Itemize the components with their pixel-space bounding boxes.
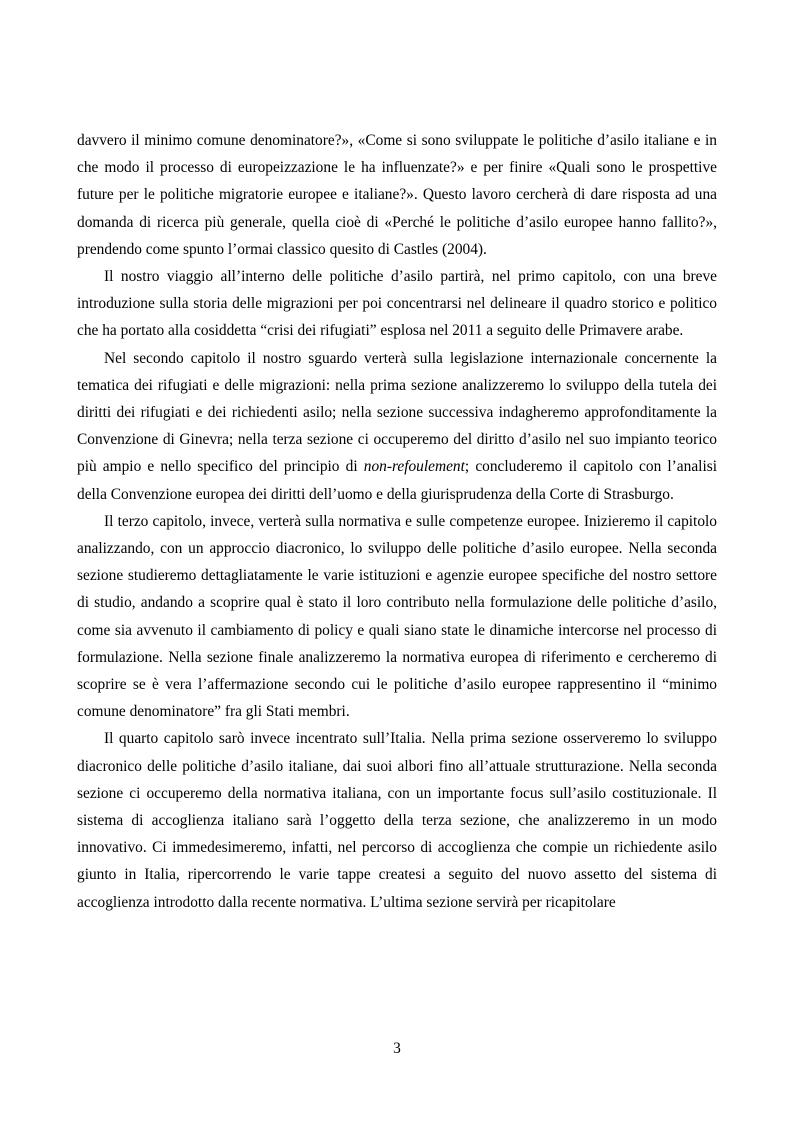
paragraph-3-text-before: Nel secondo capitolo il nostro sguardo verterà sulla legislazione internazionale concernente la tematica dei rifugiati e delle migrazioni: nella prima sezione analizzeremo lo sviluppo della tutela dei diritti dei rifugiati e dei richiedenti asilo; nella sezione successiva indagheremo approfonditamente la Convenzione di Ginevra; nella terza sezione ci occuperemo del diritto d’asilo nel suo impianto teorico più ampio e nello specifico del principio di (77, 349, 717, 476)
paragraph-3-italic-term: non-refoulement (363, 458, 465, 476)
paragraph-5: Il quarto capitolo sarò invece incentrato sull’Italia. Nella prima sezione osserveremo lo sviluppo diacronico delle politiche d’asilo italiane, dai suoi albori fino all’attuale strutturazione. Nella seconda sezione ci occuperemo della normativa italiana, con un importante focus sull’asilo costituzionale. Il sistema di accoglienza italiano sarà l’oggetto della terza sezione, che analizzeremo in un modo innovativo. Ci immedesimeremo, infatti, nel percorso di accoglienza che compie un richiedente asilo giunto in Italia, ripercorrendo le varie tappe createsi a seguito del nuovo assetto del sistema di accoglienza introdotto dalla recente normativa. L’ultima sezione servirà per ricapitolare (77, 730, 717, 911)
paragraph-3-text-after: ; concluderemo il capitolo con l’analisi della Convenzione europea dei diritti dell’uomo e della giurisprudenza della Corte di Strasburgo. (77, 458, 717, 503)
paragraph-3 (77, 345, 717, 508)
paragraph-4: Il terzo capitolo, invece, verterà sulla normativa e sulle competenze europee. Inizieremo il capitolo analizzando, con un approccio diacronico, lo sviluppo delle politiche d’asilo europee. Nella seconda sezione studieremo dettagliatamente le varie istituzioni e agenzie europee specifiche del nostro settore di studio, andando a scoprire qual è stato il loro contributo nella formulazione delle politiche d’asilo, come sia avvenuto il cambiamento di policy e quali siano state le dinamiche intercorse nel processo di formulazione. Nella sezione finale analizzeremo la normativa europea di riferimento e cercheremo di scoprire se è vera l’affermazione secondo cui le politiche d’asilo europee rappresentino il “minimo comune denominatore” fra gli Stati membri. (77, 512, 717, 721)
page-number: 3 (393, 1040, 401, 1057)
paragraph-1: davvero il minimo comune denominatore?», «Come si sono sviluppate le politiche d’asilo italiane e in che modo il processo di europeizzazione le ha influenzate?» e per finire «Quali sono le prospettive future per le politiche migratorie europee e italiane?». Questo lavoro cercherà di dare risposta ad una domanda di ricerca più generale, quella cioè di «Perché le politiche d’asilo europee hanno fallito?», prendendo come spunto l’ormai classico quesito di Castles (2004). (77, 132, 717, 258)
paragraph-2: Il nostro viaggio all’interno delle politiche d’asilo partirà, nel primo capitolo, con una breve introduzione sulla storia delle migrazioni per poi concentrarsi nel delineare il quadro storico e politico che ha portato alla cosiddetta “crisi dei rifugiati” esplosa nel 2011 a seguito delle Primavere arabe. (77, 268, 717, 340)
body-text (77, 127, 717, 916)
